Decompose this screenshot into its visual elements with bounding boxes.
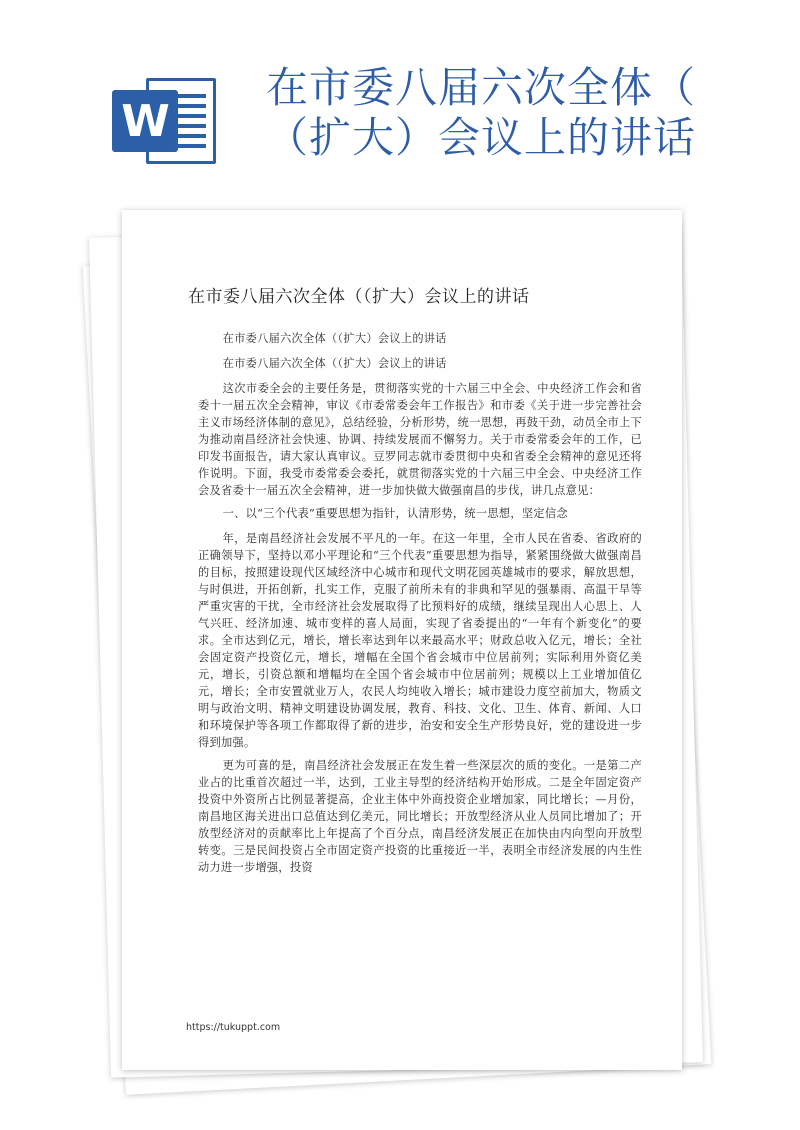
word-letter-badge: W — [112, 90, 178, 152]
document-title: 在市委八届六次全体（（扩大）会议上的讲话 — [188, 287, 530, 307]
document-body — [198, 330, 642, 882]
section-heading: 一、以“三个代表”重要思想为指针，认清形势，统一思想，坚定信念 — [222, 507, 568, 520]
document-subtitle: 在市委八届六次全体（（扩大）会议上的讲话 — [222, 357, 447, 370]
document-preview — [96, 210, 696, 1090]
footer-url: https://tukuppt.com — [186, 1022, 281, 1033]
paragraph: 这次市委全会的主要任务是，贯彻落实党的十六届三中全会、中央经济工作会和省委十一届五次全会精神，审议《市委常委会年工作报告》和市委《关于进一步完善社会主义市场经济体制的意见》，总结经验，分析形势，统一思想，再鼓干劲，动员全市上下为推动南昌经济社会快速、协调、持续发展而不懈努力。关于市委常委会年的工作，已印发书面报告，请大家认真审议。豆罗同志就市委贯彻中央和省委全会精神的意见还将作说明。下面，我受市委常委会委托，就贯彻落实党的十六届三中全会、中央经济工作会及省委十一届五次全会精神，进一步加快做大做强南昌的步伐，讲几点意见： — [198, 382, 642, 497]
document-subtitle: 在市委八届六次全体（（扩大）会议上的讲话 — [222, 332, 447, 345]
paragraph: 更为可喜的是，南昌经济社会发展正在发生着一些深层次的质的变化。一是第二产业占的比重首次超过一半，达到，工业主导型的经济结构开始形成。二是全年固定资产投资中外资所占比例显著提高，企业主体中外商投资企业增加家，同比增长；—月份，南昌地区海关进出口总值达到亿美元，同比增长；开放型经济从业人员同比增加了；开放型经济对的贡献率比上年提高了个百分点，南昌经济发展正在加快由内向型向开放型转变。三是民间投资占全市固定资产投资的比重接近一半，表明全市经济发展的内生性动力进一步增强，投资 — [198, 759, 642, 874]
document-page — [122, 210, 682, 1070]
header-banner — [0, 0, 800, 200]
word-doc-icon — [108, 72, 220, 168]
banner-title-line-2: （扩大）会议上的讲话 — [266, 113, 697, 162]
paragraph: 年，是南昌经济社会发展不平凡的一年。在这一年里，全市人民在省委、省政府的正确领导下，坚持以邓小平理论和“三个代表”重要思想为指导，紧紧围绕做大做强南昌的目标，按照建设现代区域经济中心城市和现代文明花园英雄城市的要求，解放思想，与时俱进，开拓创新，扎实工作，克服了前所未有的非典和罕见的强暴雨、高温干旱等严重灾害的干扰，全市经济社会发展取得了比预料好的成绩，继续呈现出人心思上、人气兴旺、经济加速、城市变样的喜人局面，实现了省委提出的“一年有个新变化”的要求。全市达到亿元，增长，增长率达到年以来最高水平；财政总收入亿元，增长；全社会固定资产投资亿元，增长，增幅在全国个省会城市中位居前列；实际利用外资亿美元，增长，引资总额和增幅均在全国个省会城市中位居前列；规模以上工业增加值亿元，增长；全市安置就业万人，农民人均纯收入增长；城市建设力度空前加大，物质文明与政治文明、精神文明建设协调发展，教育、科技、文化、卫生、体育、新闻、人口和环境保护等各项工作都取得了新的进步，治安和安全生产形势良好，党的建设进一步得到加强。 — [198, 532, 642, 749]
banner-title-line-1: 在市委八届六次全体（ — [266, 63, 697, 112]
